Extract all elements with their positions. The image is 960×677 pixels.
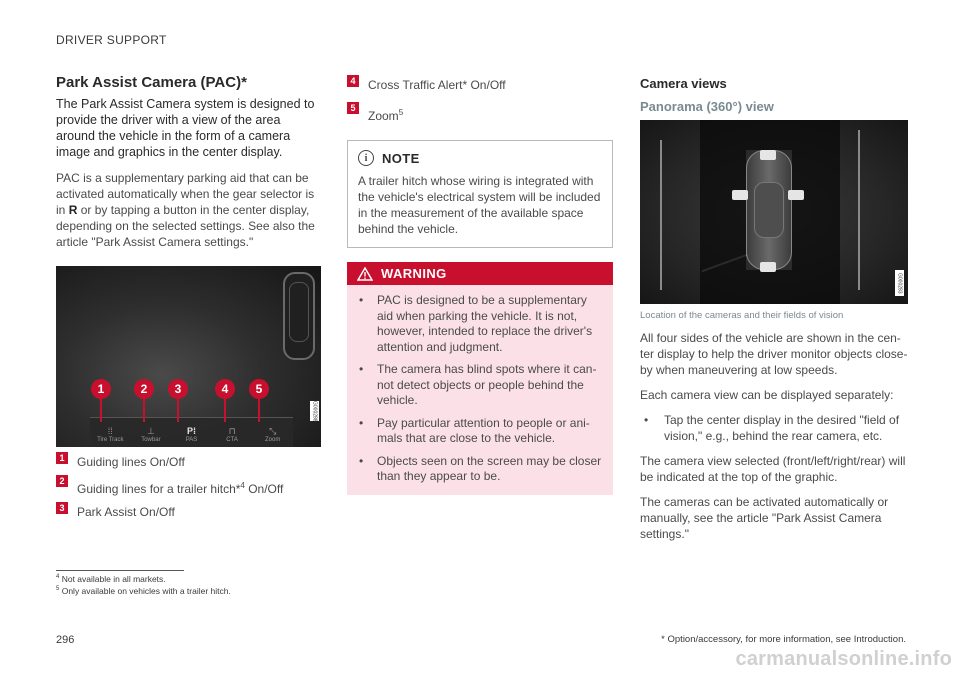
toolbar-pas: P⁞ PAS <box>185 426 198 443</box>
right-camera-icon <box>788 190 804 200</box>
section-heading: Camera views <box>640 76 727 91</box>
footnote-rule <box>56 570 184 571</box>
note-box <box>347 140 613 248</box>
warning-item: • The camera has blind spots where it can- not detect objects or people behind the vehicle. <box>359 362 597 407</box>
left-camera-icon <box>732 190 748 200</box>
section-header: DRIVER SUPPORT <box>56 33 167 47</box>
warning-item: • PAC is designed to be a supplementary aid when parking the vehicle. It is not, however, intended to replace the driver's attention and judgment. <box>359 293 593 354</box>
warning-item: • Objects seen on the screen may be closer than they appear to be. <box>359 453 602 483</box>
rear-camera-icon <box>760 262 776 272</box>
body-paragraph: PAC is a supplementary parking aid that can be activated automatically when the gear selector is in R or by tapping a button in the center display, depending on the selected settings. See also the article "Park Assist Camera settings." <box>56 171 315 249</box>
paragraph: The cameras can be activated automatically or manually, see the article "Park Assist Camera settings." <box>640 495 889 541</box>
callout-marker-1: 1 <box>91 379 111 399</box>
note-title: NOTE <box>382 150 420 166</box>
option-footnote: * Option/accessory, for more information, see Introduction. <box>661 634 906 645</box>
warning-triangle-icon <box>357 267 373 281</box>
pac-screen-illustration <box>56 266 321 447</box>
paragraph: Each camera view can be displayed separately: <box>640 388 894 402</box>
column-1 <box>56 74 321 520</box>
legend-item-3: 3 Park Assist On/Off <box>56 505 321 520</box>
warning-title: WARNING <box>381 266 447 281</box>
footnote-4: $^4$ Not available in all markets. <box>56 574 166 584</box>
legend-item-4: 4 Cross Traffic Alert* On/Off <box>347 78 613 93</box>
info-icon: i <box>358 150 374 166</box>
toolbar-tire-track: ⁞⁞ Tire Track <box>97 426 124 443</box>
warning-item: • Pay particular attention to people or ani- mals that are close to the vehicle. <box>359 415 590 445</box>
image-code: G000283 <box>895 270 904 296</box>
page-number: 296 <box>56 634 75 646</box>
note-text: A trailer hitch whose wiring is integrated with the vehicle's electrical system will be included in the measurement of the available space behind the vehicle. <box>358 174 601 236</box>
watermark: carmanualsonline.info <box>735 648 952 670</box>
front-camera-icon <box>760 150 776 160</box>
bullet-item: • Tap the center display in the desired "field of vision," e.g., behind the rear camera, etc. <box>644 413 900 443</box>
intro-paragraph: The Park Assist Camera system is designed to provide the driver with a view of the area around the vehicle in the form of a camera image and graphics in the center display. <box>56 97 315 159</box>
image-caption: Location of the cameras and their fields of vision <box>640 310 844 321</box>
image-code: G000288 <box>311 400 318 422</box>
callout-marker-5: 5 <box>249 379 269 399</box>
toolbar-zoom: ⤡ Zoom <box>265 426 281 443</box>
paragraph: The camera view selected (front/left/right/rear) will be indicated at the top of the graphic. <box>640 454 906 484</box>
footnote-5: $^5$ Only available on vehicles with a trailer hitch. <box>56 586 231 596</box>
legend-item-5: 5 Zoom$^5$ <box>347 105 613 124</box>
camera-toolbar <box>90 417 293 447</box>
warning-box <box>347 262 613 495</box>
legend-item-1: 1 Guiding lines On/Off <box>56 455 321 470</box>
callout-marker-4: 4 <box>215 379 235 399</box>
paragraph: All four sides of the vehicle are shown in the cen- ter display to help the driver monitor objects close-by when maneuvering at low speeds. <box>640 331 908 377</box>
callout-marker-3: 3 <box>168 379 188 399</box>
legend-item-2: 2 Guiding lines for a trailer hitch*$^4$ On/Off <box>56 478 321 497</box>
subsection-heading: Panorama (360°) view <box>640 99 774 114</box>
panorama-illustration <box>640 120 908 304</box>
column-3 <box>640 76 908 551</box>
callout-marker-2: 2 <box>134 379 154 399</box>
toolbar-cta: ⊓ CTA <box>226 426 238 443</box>
toolbar-towbar: ⊥ Towbar <box>141 426 161 443</box>
page-title: Park Assist Camera (PAC)* <box>56 74 247 91</box>
column-2 <box>347 74 613 495</box>
